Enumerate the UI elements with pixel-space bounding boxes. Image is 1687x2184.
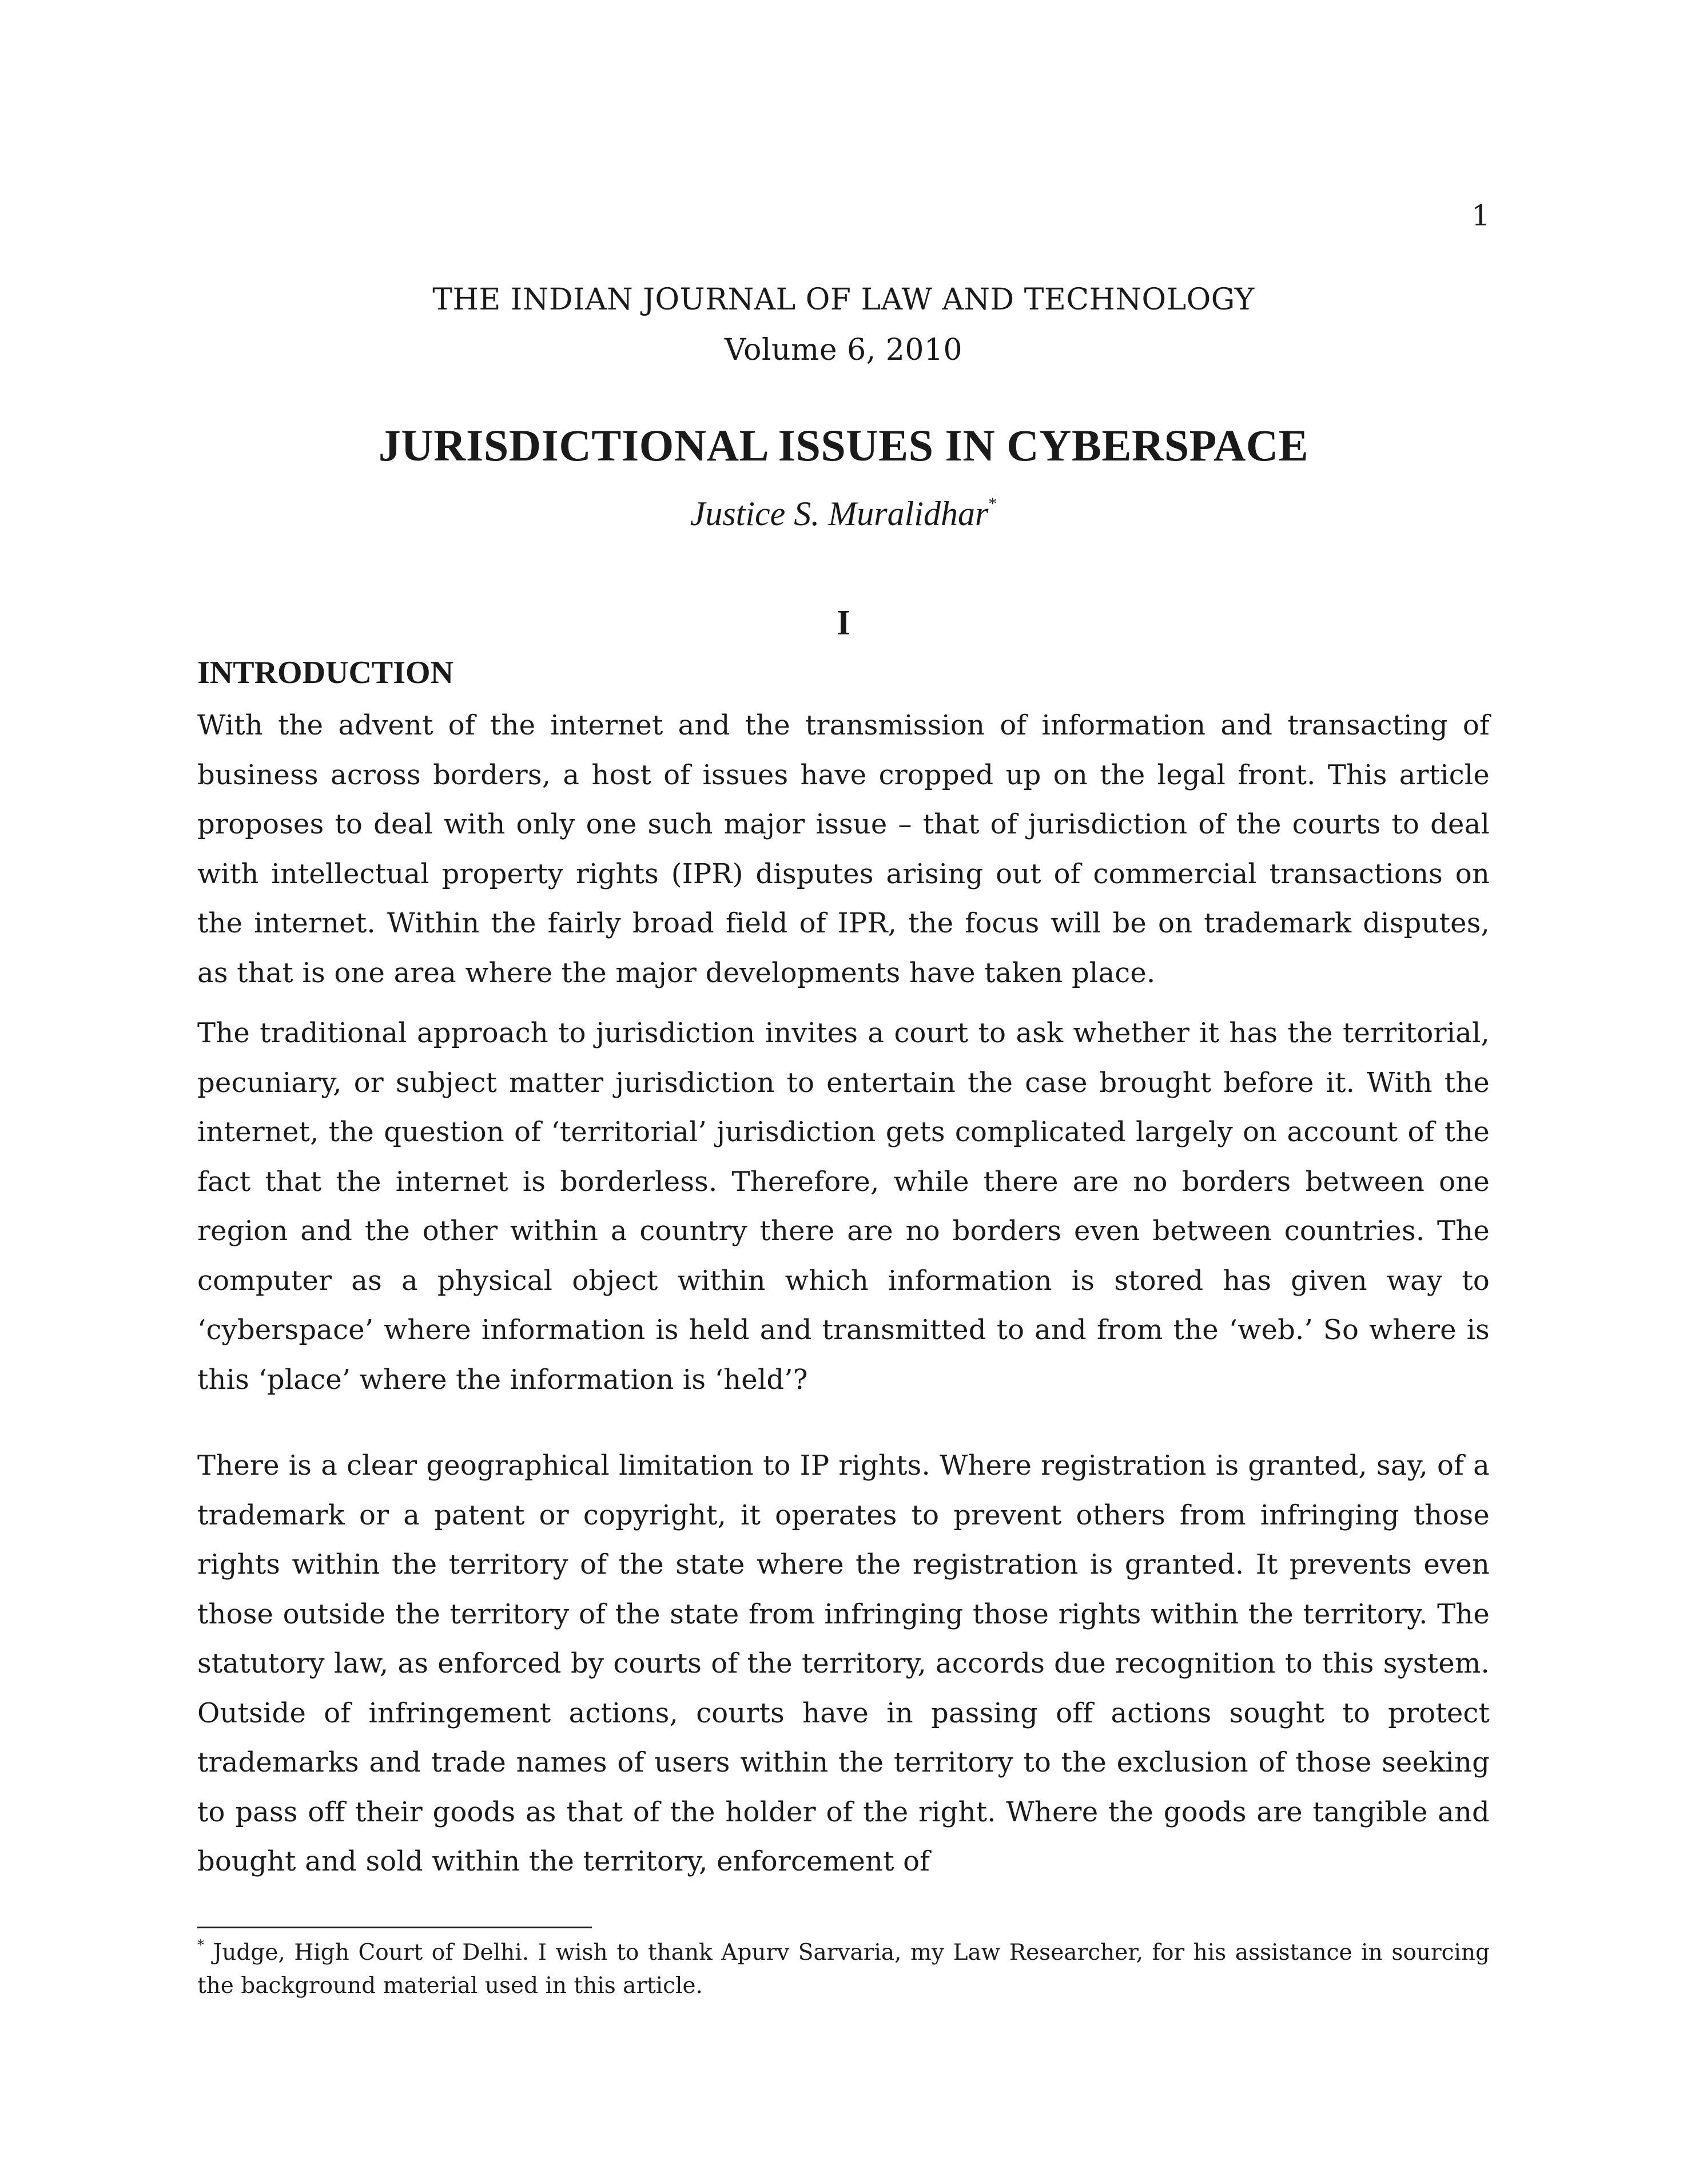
footnote bbox=[197, 1936, 1490, 2003]
author-footnote-marker[interactable]: * bbox=[988, 494, 997, 513]
section-heading: INTRODUCTION bbox=[197, 655, 454, 690]
footnote-text: Judge, High Court of Delhi. I wish to thank Apurv Sarvaria, my Law Researcher, for his assistance in sourcing the background material used in this article. bbox=[197, 1940, 1490, 1999]
section-numeral: I bbox=[836, 603, 851, 642]
article-author bbox=[0, 494, 1687, 533]
page-number: 1 bbox=[1471, 199, 1490, 232]
footnote-marker: * bbox=[197, 1937, 204, 1953]
journal-volume: Volume 6, 2010 bbox=[724, 333, 963, 367]
journal-header bbox=[0, 275, 1687, 375]
article-title: JURISDICTIONAL ISSUES IN CYBERSPACE bbox=[378, 420, 1309, 470]
paragraph-1: With the advent of the internet and the transmission of information and transacting of business across borders, a host of issues have cropped up on the legal front. This article proposes to deal with only one such major issue – that of jurisdiction of the courts to deal with intellectual property rights (IPR) disputes arising out of commercial transactions on the internet. Within the fairly broad field of IPR, the focus will be on trademark disputes, as that is one area where the major developments have taken place. bbox=[197, 709, 1490, 989]
paragraph-3: There is a clear geographical limitation to IP rights. Where registration is granted, say, of a trademark or a patent or copyright, it operates to prevent others from infringing those rights within the territory of the state where the registration is granted. It prevents even those outside the territory of the state from infringing those rights within the territory. The statutory law, as enforced by courts of the territory, accords due recognition to this system. Outside of infringement actions, courts have in passing off actions sought to protect trademarks and trade names of users within the territory to the exclusion of those seeking to pass off their goods as that of the holder of the right. Where the goods are tangible and bought and sold within the territory, enforcement of bbox=[197, 1450, 1490, 1877]
journal-name: THE INDIAN JOURNAL OF LAW AND TECHNOLOGY bbox=[432, 283, 1255, 317]
paragraph-2: The traditional approach to jurisdiction invites a court to ask whether it has the territorial, pecuniary, or subject matter jurisdiction to entertain the case brought before it. With the internet, the question of ‘territorial’ jurisdiction gets complicated largely on account of the fact that the internet is borderless. Therefore, while there are no borders between one region and the other within a country there are no borders even between countries. The computer as a physical object within which information is stored has given way to ‘cyberspace’ where information is held and transmitted to and from the ‘web.’ So where is this ‘place’ where the information is ‘held’? bbox=[197, 1017, 1490, 1396]
author-name: Justice S. Muralidhar bbox=[690, 495, 989, 533]
footnote-divider bbox=[197, 1927, 592, 1928]
